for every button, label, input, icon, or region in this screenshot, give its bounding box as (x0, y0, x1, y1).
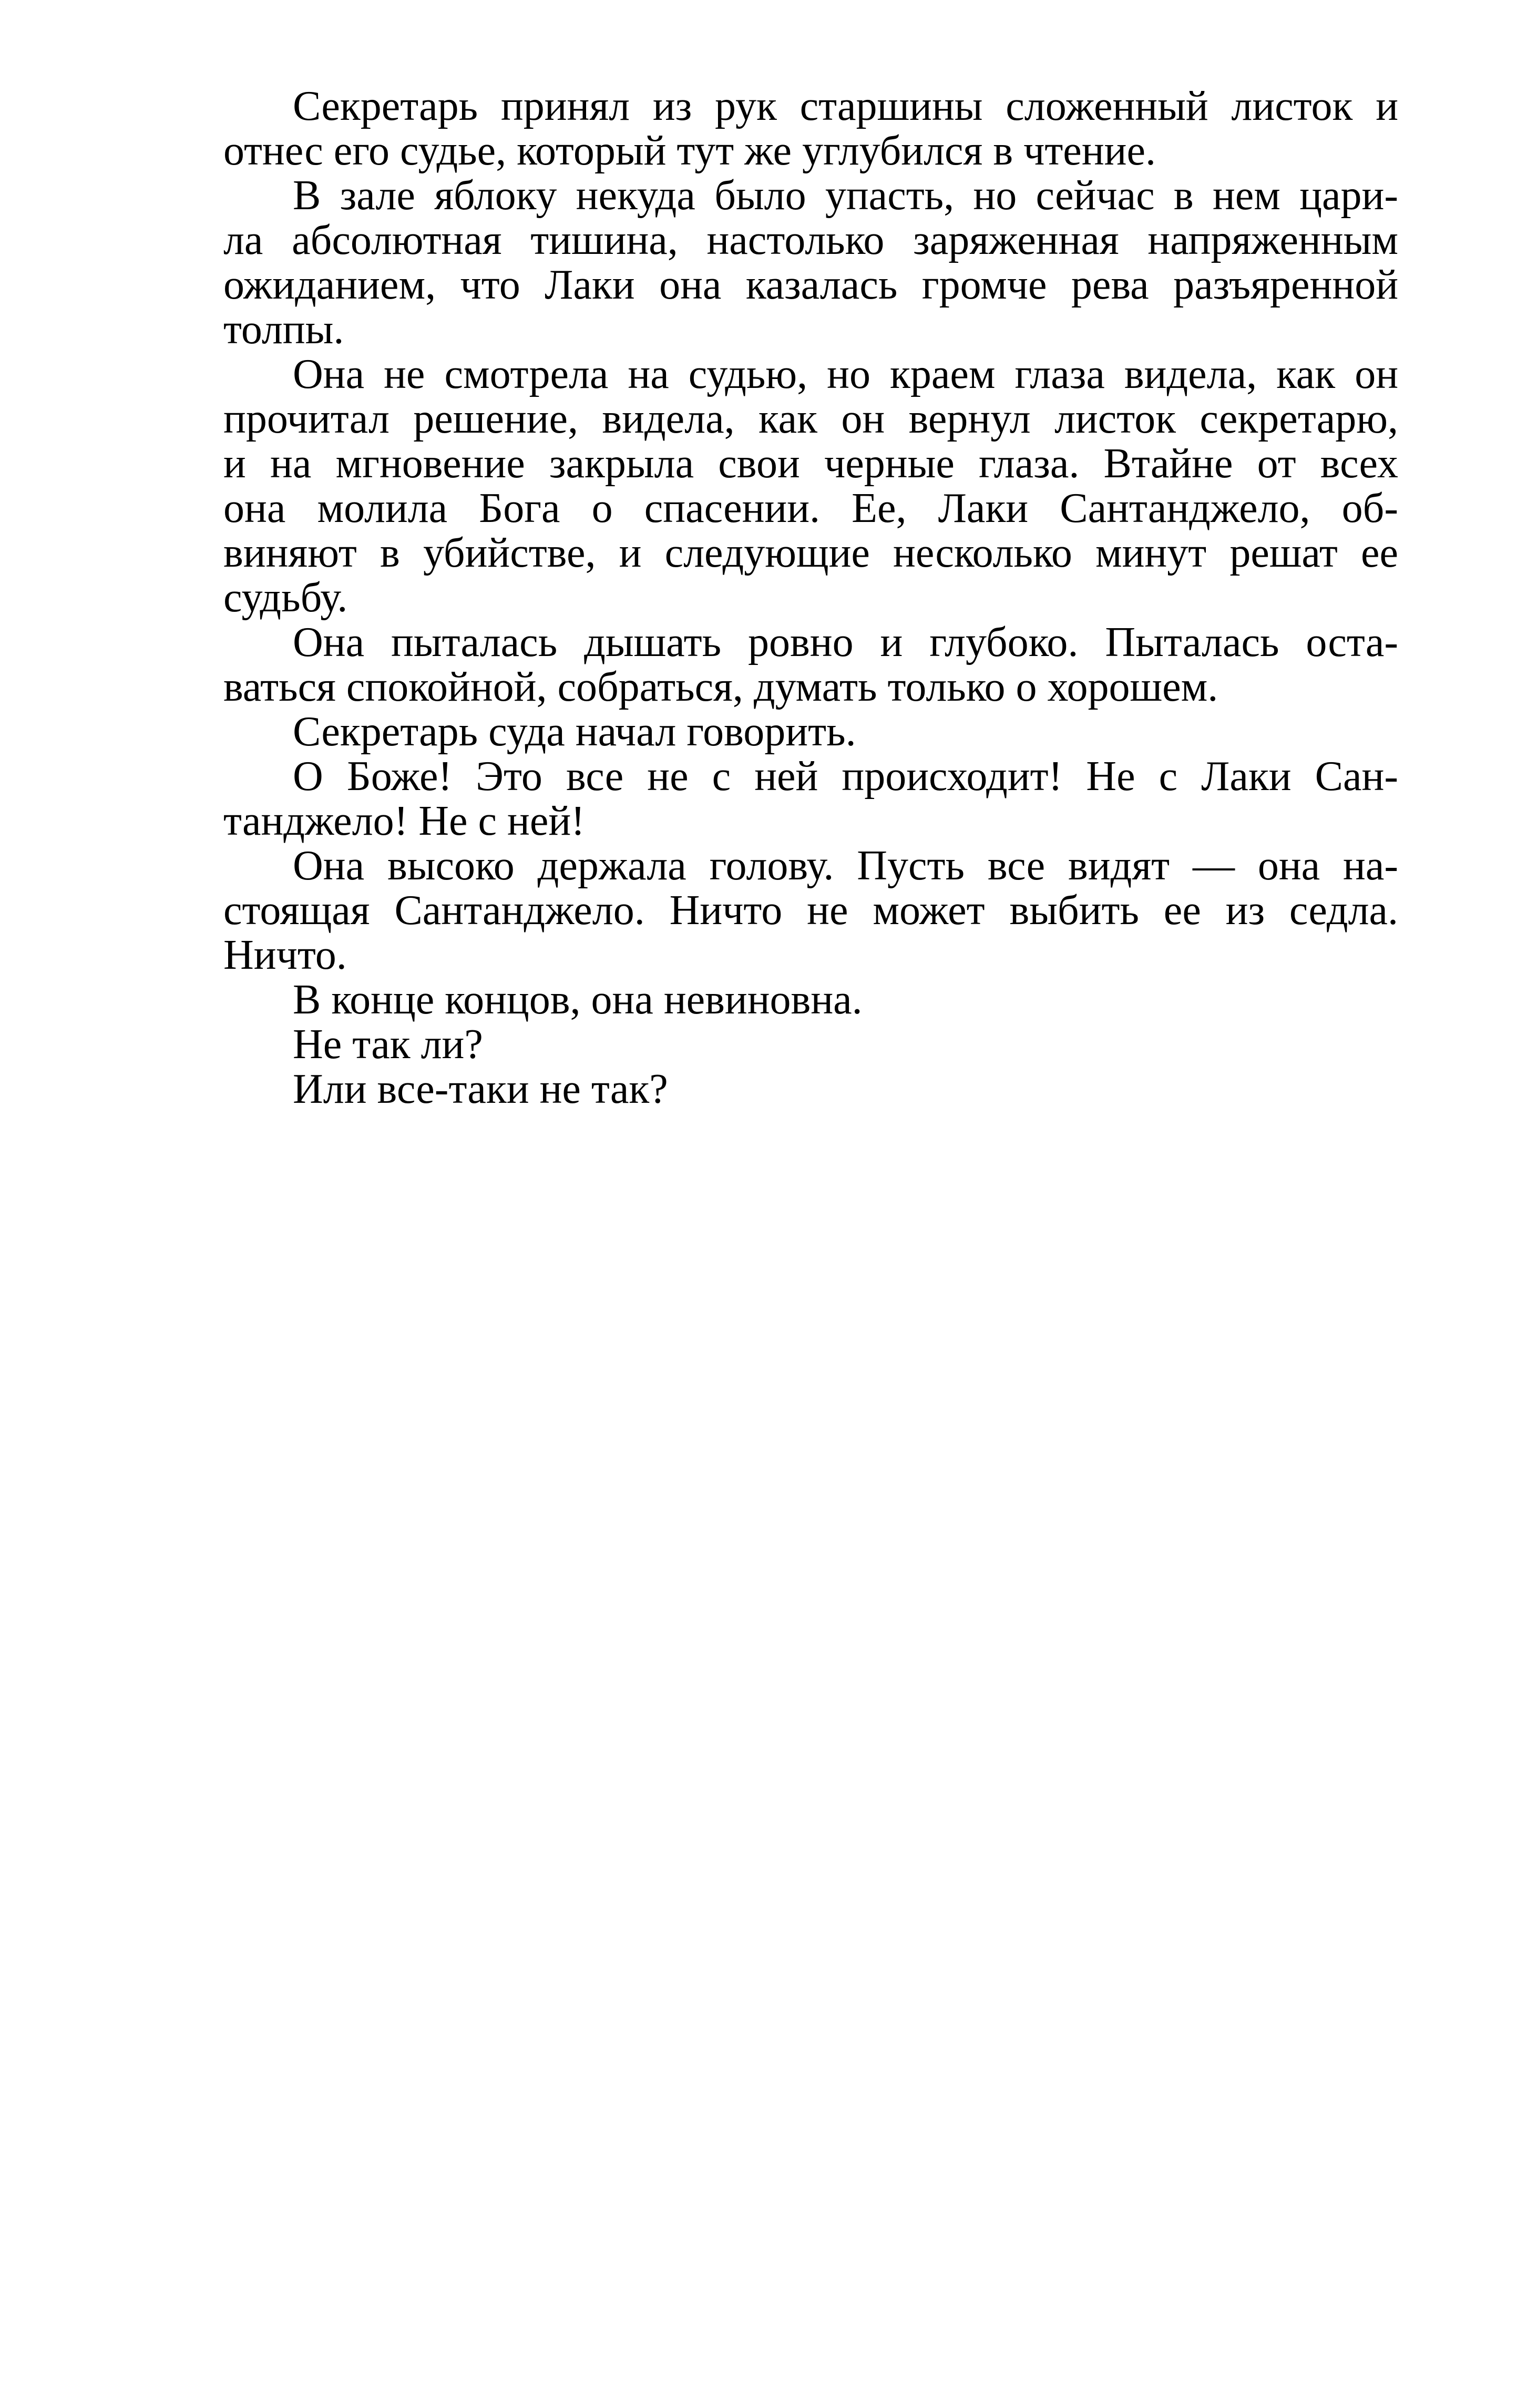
page-text (223, 84, 1398, 1112)
paragraph-10 (223, 1067, 1398, 1112)
text-line: ожиданием, что Лаки она казалась громче рева разъяренной (223, 262, 1398, 308)
text-line: В конце концов, она невиновна. (293, 977, 863, 1023)
paragraph-2 (223, 173, 1398, 352)
text-line: Она пыталась дышать ровно и глубоко. Пыталась оста- (293, 619, 1398, 665)
paragraph-7 (223, 844, 1398, 978)
paragraph-6 (223, 754, 1398, 844)
paragraph-1 (223, 84, 1398, 173)
text-line: ла абсолютная тишина, настолько заряженная напряженным (223, 217, 1398, 263)
paragraph-4 (223, 620, 1398, 710)
text-line: Секретарь принял из рук старшины сложенный листок и (293, 83, 1398, 129)
text-line: О Боже! Это все не с ней происходит! Не с Лаки Сан- (293, 753, 1398, 800)
text-line: отнес его судье, который тут же углубился в чтение. (223, 128, 1156, 174)
paragraph-3 (223, 352, 1398, 620)
text-line: она молила Бога о спасении. Ее, Лаки Сантанджело, об- (223, 485, 1398, 531)
text-line: Или все-таки не так? (293, 1066, 668, 1112)
text-line: танджело! Не с ней! (223, 798, 585, 844)
text-line: толпы. (223, 306, 344, 353)
text-line: Она высоко держала голову. Пусть все видят — она на- (293, 843, 1398, 889)
text-line: Не так ли? (293, 1021, 483, 1068)
text-line: судьбу. (223, 575, 348, 621)
text-line: и на мгновение закрыла свои черные глаза. Втайне от всех (223, 440, 1398, 487)
text-line: прочитал решение, видела, как он вернул листок секретарю, (223, 396, 1398, 442)
paragraph-5 (223, 710, 1398, 754)
text-line: Она не смотрела на судью, но краем глаза видела, как он (293, 351, 1398, 397)
text-line: виняют в убийстве, и следующие несколько минут решат ее (223, 530, 1398, 576)
paragraph-9 (223, 1022, 1398, 1067)
text-line: стоящая Сантанджело. Ничто не может выбить ее из седла. (223, 887, 1398, 934)
text-line: ваться спокойной, собраться, думать только о хорошем. (223, 664, 1218, 710)
text-line: Секретарь суда начал говорить. (293, 709, 856, 755)
text-line: Ничто. (223, 932, 347, 978)
text-line: В зале яблоку некуда было упасть, но сейчас в нем цари- (293, 172, 1398, 219)
paragraph-8 (223, 978, 1398, 1022)
